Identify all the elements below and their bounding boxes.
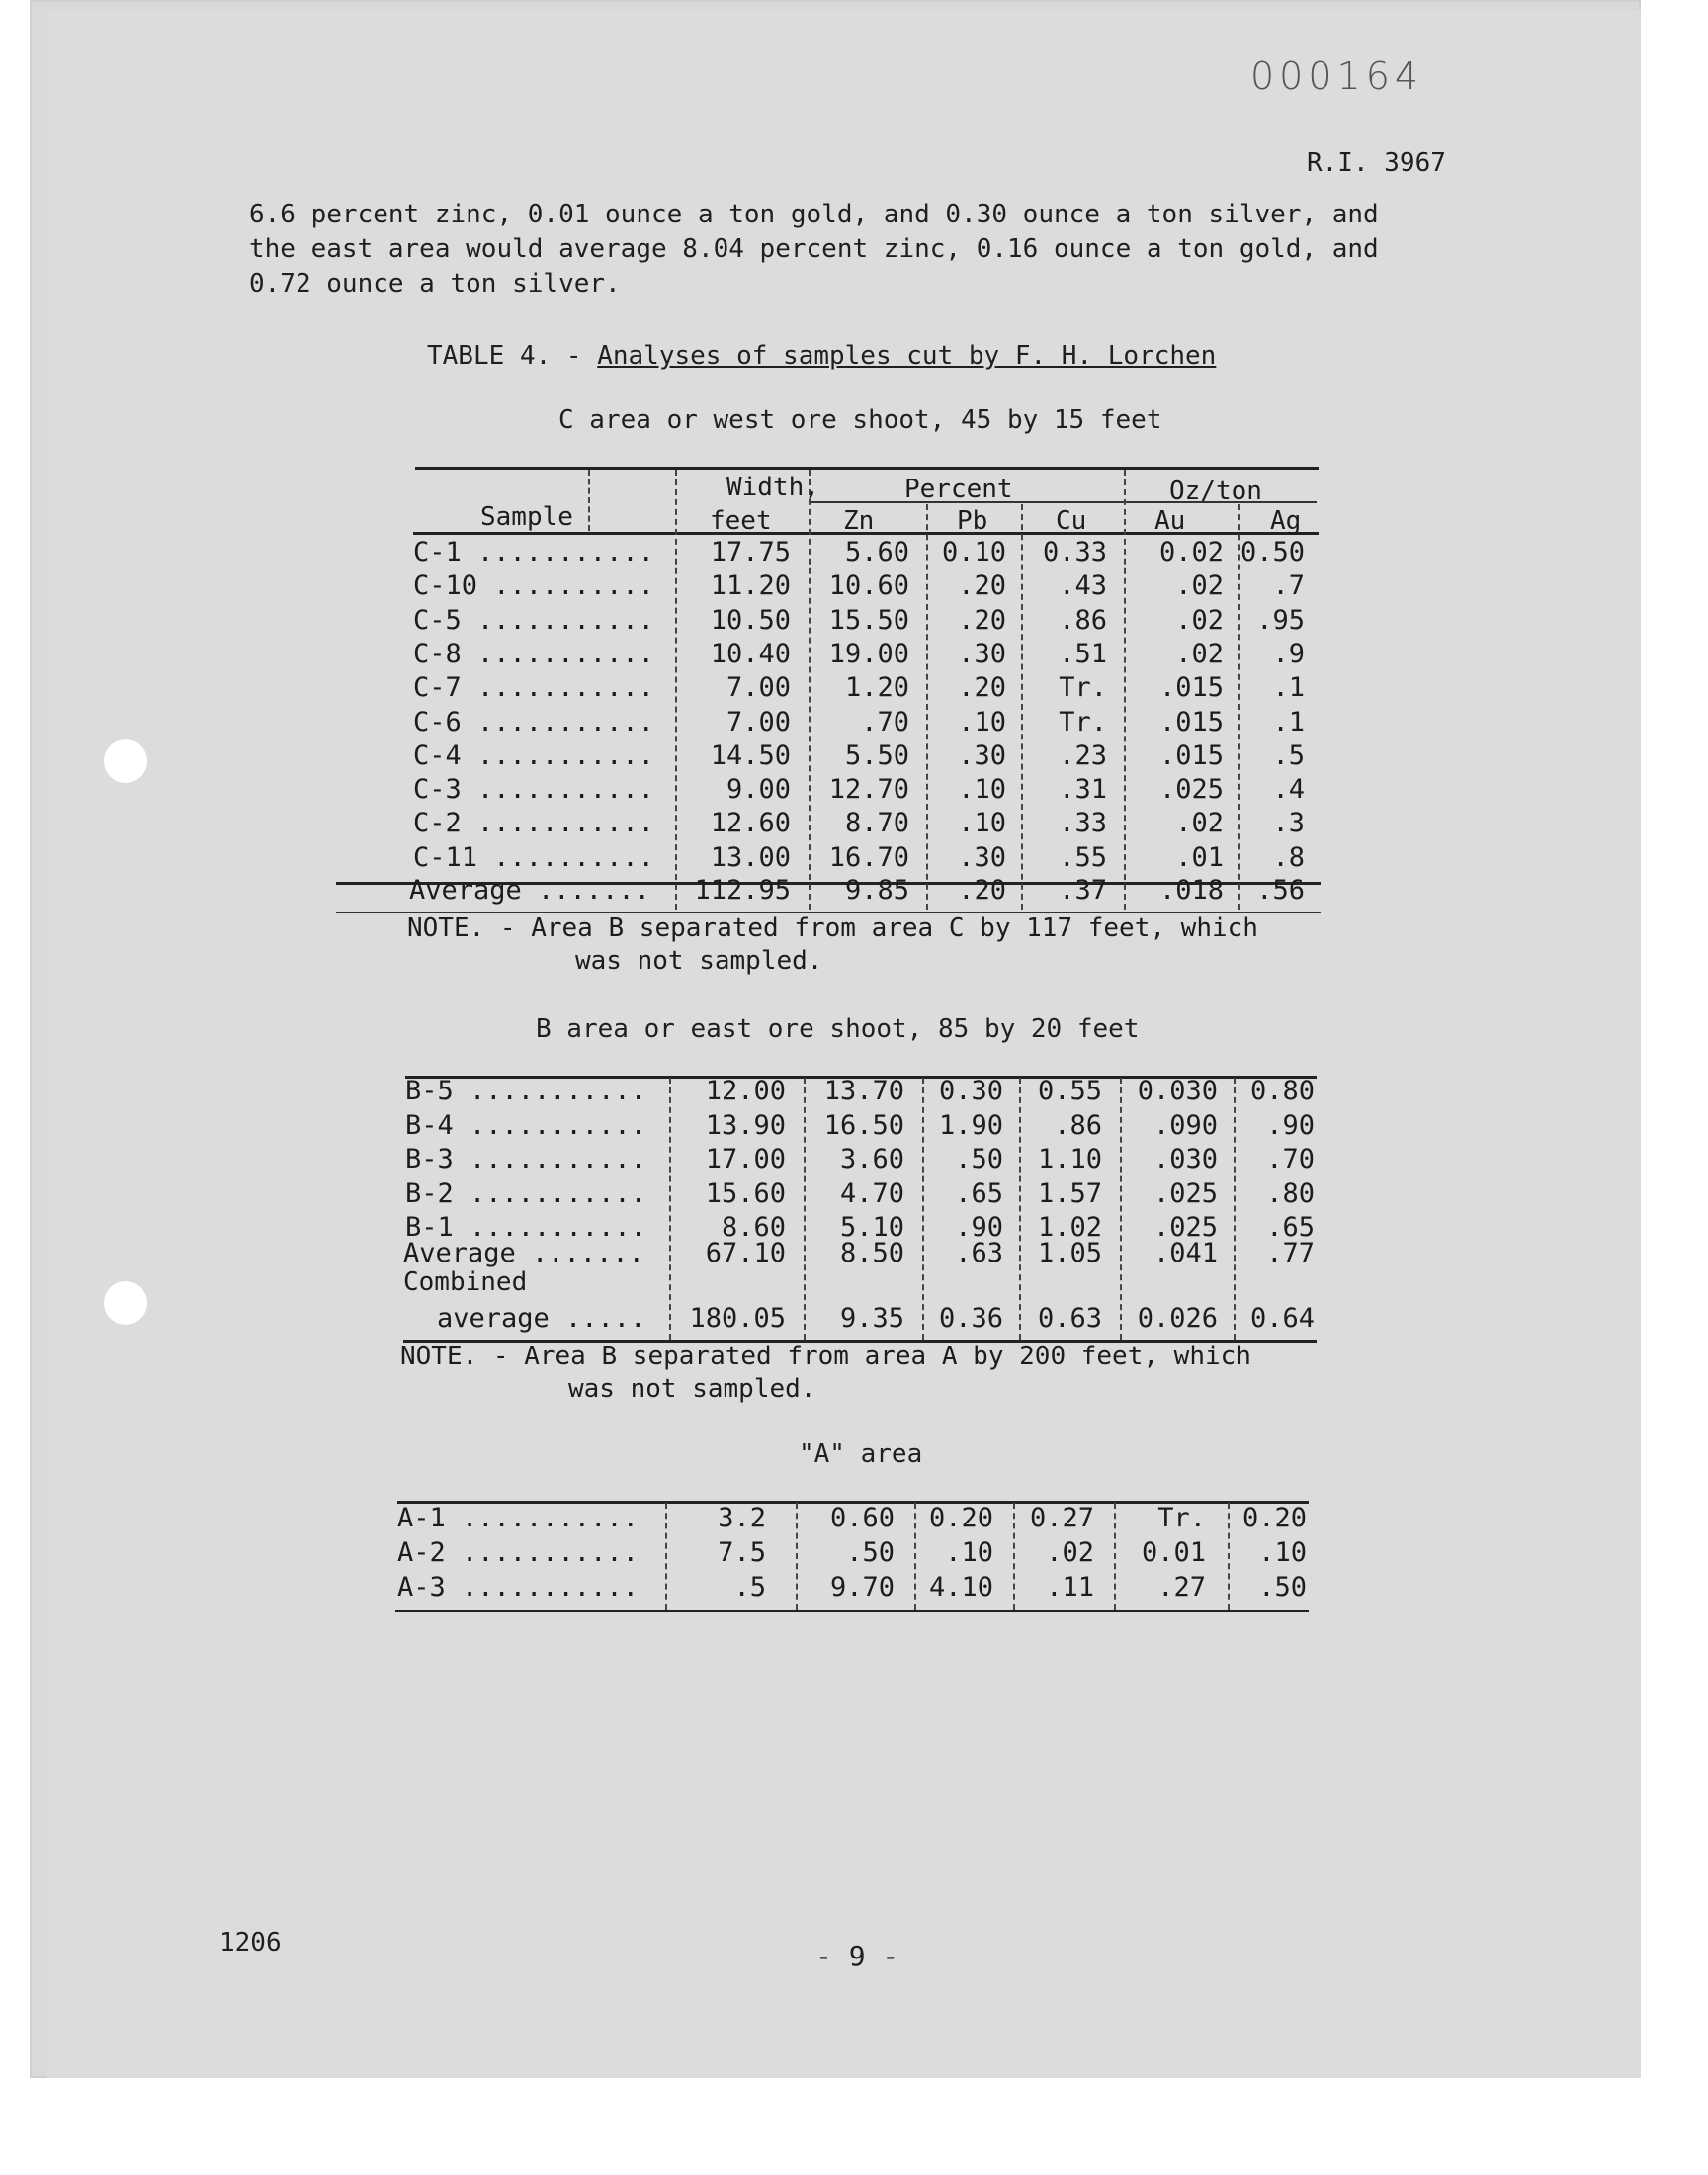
table-cell: .02: [1046, 1537, 1094, 1568]
punch-hole-top: [104, 740, 147, 783]
table-cell: 5.10: [839, 1212, 904, 1243]
table-cell: .31: [1059, 774, 1107, 806]
row-label: C-10 ..........: [413, 570, 654, 602]
table-cell: .33: [1059, 808, 1107, 839]
row-label: B-2 ...........: [405, 1177, 646, 1209]
table-cell: 0.030: [1137, 1076, 1218, 1106]
table-cell: 13.90: [705, 1109, 786, 1141]
table-cell: .9: [1272, 638, 1305, 669]
table-cell: 0.50: [1239, 537, 1305, 567]
table-cell: 10.40: [710, 638, 791, 669]
row-label: Average .......: [403, 1238, 644, 1268]
table-cell: 13.70: [823, 1076, 904, 1106]
table-cell: 0.64: [1249, 1303, 1315, 1334]
table-cell: .015: [1158, 706, 1224, 738]
table-cell: 0.10: [941, 537, 1006, 567]
table-cell: .018: [1158, 875, 1224, 906]
rule: [395, 1610, 1309, 1612]
page-number: - 9 -: [815, 1940, 899, 1972]
table-cell: 10.60: [828, 570, 909, 602]
note-b-line2: was not sampled.: [568, 1374, 816, 1404]
header-zn: Zn: [843, 506, 875, 536]
row-label: C-1 ...........: [413, 537, 654, 567]
table-cell: 67.10: [705, 1238, 786, 1268]
table-cell: .025: [1153, 1177, 1218, 1209]
table-cell: .015: [1158, 740, 1224, 771]
rule: [415, 467, 1319, 470]
table-cell: 13.00: [710, 841, 791, 873]
table-cell: 9.35: [839, 1303, 904, 1334]
row-label: A-3 ...........: [397, 1572, 639, 1603]
table-cell: .02: [1175, 570, 1224, 602]
table-cell: 8.50: [839, 1238, 904, 1268]
table-cell: 5.50: [844, 740, 909, 771]
table-cell: .8: [1272, 841, 1305, 873]
table-cell: .01: [1175, 841, 1224, 873]
table-cell: .86: [1054, 1109, 1102, 1141]
section-a-title: "A" area: [799, 1439, 923, 1469]
header-au: Au: [1154, 506, 1186, 536]
table-cell: 5.60: [844, 537, 909, 567]
header-percent: Percent: [904, 475, 1013, 504]
table-cell: 8.60: [721, 1212, 786, 1243]
header-cu: Cu: [1056, 506, 1087, 536]
table-cell: 10.50: [710, 604, 791, 636]
table-cell: 9.00: [726, 774, 791, 806]
table-cell: 8.70: [844, 808, 909, 839]
table-cell: 12.60: [710, 808, 791, 839]
intro-line: 0.72 ounce a ton silver.: [249, 269, 621, 299]
table-cell: 0.63: [1037, 1303, 1102, 1334]
table-cell: .80: [1266, 1177, 1315, 1209]
col-divider: [588, 470, 590, 531]
section-c-title: C area or west ore shoot, 45 by 15 feet: [558, 405, 1162, 435]
table-title: [427, 341, 1216, 371]
table-cell: 1.02: [1037, 1212, 1102, 1243]
row-label: C-4 ...........: [413, 740, 654, 771]
table-cell: .50: [1258, 1572, 1307, 1603]
table-cell: .10: [958, 808, 1006, 839]
table-cell: 0.36: [938, 1303, 1003, 1334]
table-cell: .10: [958, 774, 1006, 806]
table-cell: .37: [1059, 875, 1107, 906]
table-cell: .20: [958, 672, 1006, 704]
table-cell: 7.5: [718, 1537, 766, 1568]
table-cell: .02: [1175, 808, 1224, 839]
punch-hole-bottom: [104, 1281, 147, 1325]
table-cell: 0.01: [1141, 1537, 1206, 1568]
table-cell: 17.75: [710, 537, 791, 567]
table-cell: .5: [733, 1572, 766, 1603]
table-cell: 1.05: [1037, 1238, 1102, 1268]
page-stamp-number: 000164: [1250, 54, 1424, 98]
table-cell: .50: [955, 1144, 1003, 1174]
table-cell: 1.10: [1037, 1144, 1102, 1174]
table-cell: 0.026: [1137, 1303, 1218, 1334]
table-cell: 15.60: [705, 1177, 786, 1209]
table-cell: 15.50: [828, 604, 909, 636]
header-oz-ton: Oz/ton: [1169, 477, 1262, 506]
table-cell: 0.20: [928, 1503, 993, 1533]
table-cell: 0.60: [829, 1503, 895, 1533]
table-cell: Tr.: [1157, 1503, 1206, 1533]
table-cell: .86: [1059, 604, 1107, 636]
table-cell: 16.50: [823, 1109, 904, 1141]
table-cell: .1: [1272, 672, 1305, 704]
table-cell: .65: [955, 1177, 1003, 1209]
table-cell: 4.10: [928, 1572, 993, 1603]
table-cell: .5: [1272, 740, 1305, 771]
table-cell: 7.00: [726, 706, 791, 738]
table-cell: .041: [1153, 1238, 1218, 1268]
table-cell: .30: [958, 638, 1006, 669]
row-label: C-6 ...........: [413, 706, 654, 738]
table-cell: 3.2: [718, 1503, 766, 1533]
table-cell: Tr.: [1059, 706, 1107, 738]
row-label: C-7 ...........: [413, 672, 654, 704]
table-cell: .56: [1256, 875, 1305, 906]
table-cell: 3.60: [839, 1144, 904, 1174]
header-width: Width,: [726, 473, 819, 502]
table-cell: .11: [1046, 1572, 1094, 1603]
intro-paragraph: [249, 198, 1455, 302]
table-cell: .50: [846, 1537, 895, 1568]
table-cell: .70: [1266, 1144, 1315, 1174]
table-cell: .10: [958, 706, 1006, 738]
table-cell: 7.00: [726, 672, 791, 704]
table-cell: .015: [1158, 672, 1224, 704]
row-label: C-11 ..........: [413, 841, 654, 873]
row-label: A-1 ...........: [397, 1503, 639, 1533]
table-cell: .3: [1272, 808, 1305, 839]
report-id: R.I. 3967: [1307, 148, 1446, 178]
combined-label: Combined: [403, 1267, 528, 1297]
page: [47, 10, 1641, 2078]
table-cell: .30: [958, 740, 1006, 771]
row-label: C-2 ...........: [413, 808, 654, 839]
table-cell: .51: [1059, 638, 1107, 669]
row-label: C-3 ...........: [413, 774, 654, 806]
table-cell: 16.70: [828, 841, 909, 873]
header-sample: Sample: [480, 502, 573, 532]
table-cell: 1.57: [1037, 1177, 1102, 1209]
table-cell: Tr.: [1059, 672, 1107, 704]
table-cell: 9.85: [844, 875, 909, 906]
table-cell: .025: [1153, 1212, 1218, 1243]
table-cell: .65: [1266, 1212, 1315, 1243]
table-cell: .27: [1157, 1572, 1206, 1603]
table-cell: .90: [955, 1212, 1003, 1243]
table-cell: 11.20: [710, 570, 791, 602]
table-cell: .20: [958, 875, 1006, 906]
table-cell: 180.05: [689, 1303, 786, 1334]
table-cell: 0.27: [1029, 1503, 1094, 1533]
table-cell: .77: [1266, 1238, 1315, 1268]
table-cell: .20: [958, 570, 1006, 602]
table-cell: 4.70: [839, 1177, 904, 1209]
table-cell: .43: [1059, 570, 1107, 602]
table-label: TABLE 4. -: [427, 341, 582, 371]
table-cell: 0.20: [1241, 1503, 1307, 1533]
table-cell: .23: [1059, 740, 1107, 771]
header-pb: Pb: [957, 506, 988, 536]
table-cell: 19.00: [828, 638, 909, 669]
table-cell: .10: [1258, 1537, 1307, 1568]
table-cell: 9.70: [829, 1572, 895, 1603]
table-cell: .025: [1158, 774, 1224, 806]
table-cell: 0.55: [1037, 1076, 1102, 1106]
footer-doc-number: 1206: [219, 1928, 282, 1958]
table-cell: .30: [958, 841, 1006, 873]
row-label: B-1 ...........: [405, 1212, 646, 1243]
row-label: A-2 ...........: [397, 1537, 639, 1568]
table-cell: 0.02: [1158, 537, 1224, 567]
note-c-line1: NOTE. - Area B separated from area C by 117 feet, which: [407, 914, 1258, 943]
table-cell: .70: [861, 706, 909, 738]
table-cell: .4: [1272, 774, 1305, 806]
note-c-line2: was not sampled.: [575, 946, 823, 976]
table-cell: .02: [1175, 604, 1224, 636]
row-label: average .....: [437, 1303, 646, 1334]
intro-line: 6.6 percent zinc, 0.01 ounce a ton gold, and 0.30 ounce a ton silver, and: [249, 200, 1379, 229]
table-cell: 14.50: [710, 740, 791, 771]
table-cell: .02: [1175, 638, 1224, 669]
table-cell: 17.00: [705, 1144, 786, 1174]
table-cell: .10: [945, 1537, 993, 1568]
table-cell: .030: [1153, 1144, 1218, 1174]
row-label: C-5 ...........: [413, 604, 654, 636]
table-cell: 1.20: [844, 672, 909, 704]
intro-line: the east area would average 8.04 percent zinc, 0.16 ounce a ton gold, and: [249, 234, 1379, 264]
table-cell: .7: [1272, 570, 1305, 602]
row-label: C-8 ...........: [413, 638, 654, 669]
table-cell: 0.30: [938, 1076, 1003, 1106]
note-b-line1: NOTE. - Area B separated from area A by 200 feet, which: [400, 1342, 1251, 1371]
row-label: B-4 ...........: [405, 1109, 646, 1141]
table-cell: .90: [1266, 1109, 1315, 1141]
header-width-unit: feet: [710, 506, 772, 536]
table-cell: .1: [1272, 706, 1305, 738]
table-cell: 12.70: [828, 774, 909, 806]
table-cell: 112.95: [694, 875, 791, 906]
table-cell: 0.80: [1249, 1076, 1315, 1106]
table-cell: 0.33: [1042, 537, 1107, 567]
row-label: B-3 ...........: [405, 1144, 646, 1174]
table-caption: Analyses of samples cut by F. H. Lorchen: [597, 341, 1217, 371]
table-cell: .20: [958, 604, 1006, 636]
table-cell: .090: [1153, 1109, 1218, 1141]
row-label: Average .......: [409, 875, 650, 906]
table-cell: .55: [1059, 841, 1107, 873]
table-cell: .63: [955, 1238, 1003, 1268]
table-cell: 1.90: [938, 1109, 1003, 1141]
section-b-title: B area or east ore shoot, 85 by 20 feet: [536, 1014, 1140, 1044]
table-cell: 12.00: [705, 1076, 786, 1106]
row-label: B-5 ...........: [405, 1076, 646, 1106]
table-cell: .95: [1256, 604, 1305, 636]
header-ag: Ag: [1270, 506, 1302, 536]
